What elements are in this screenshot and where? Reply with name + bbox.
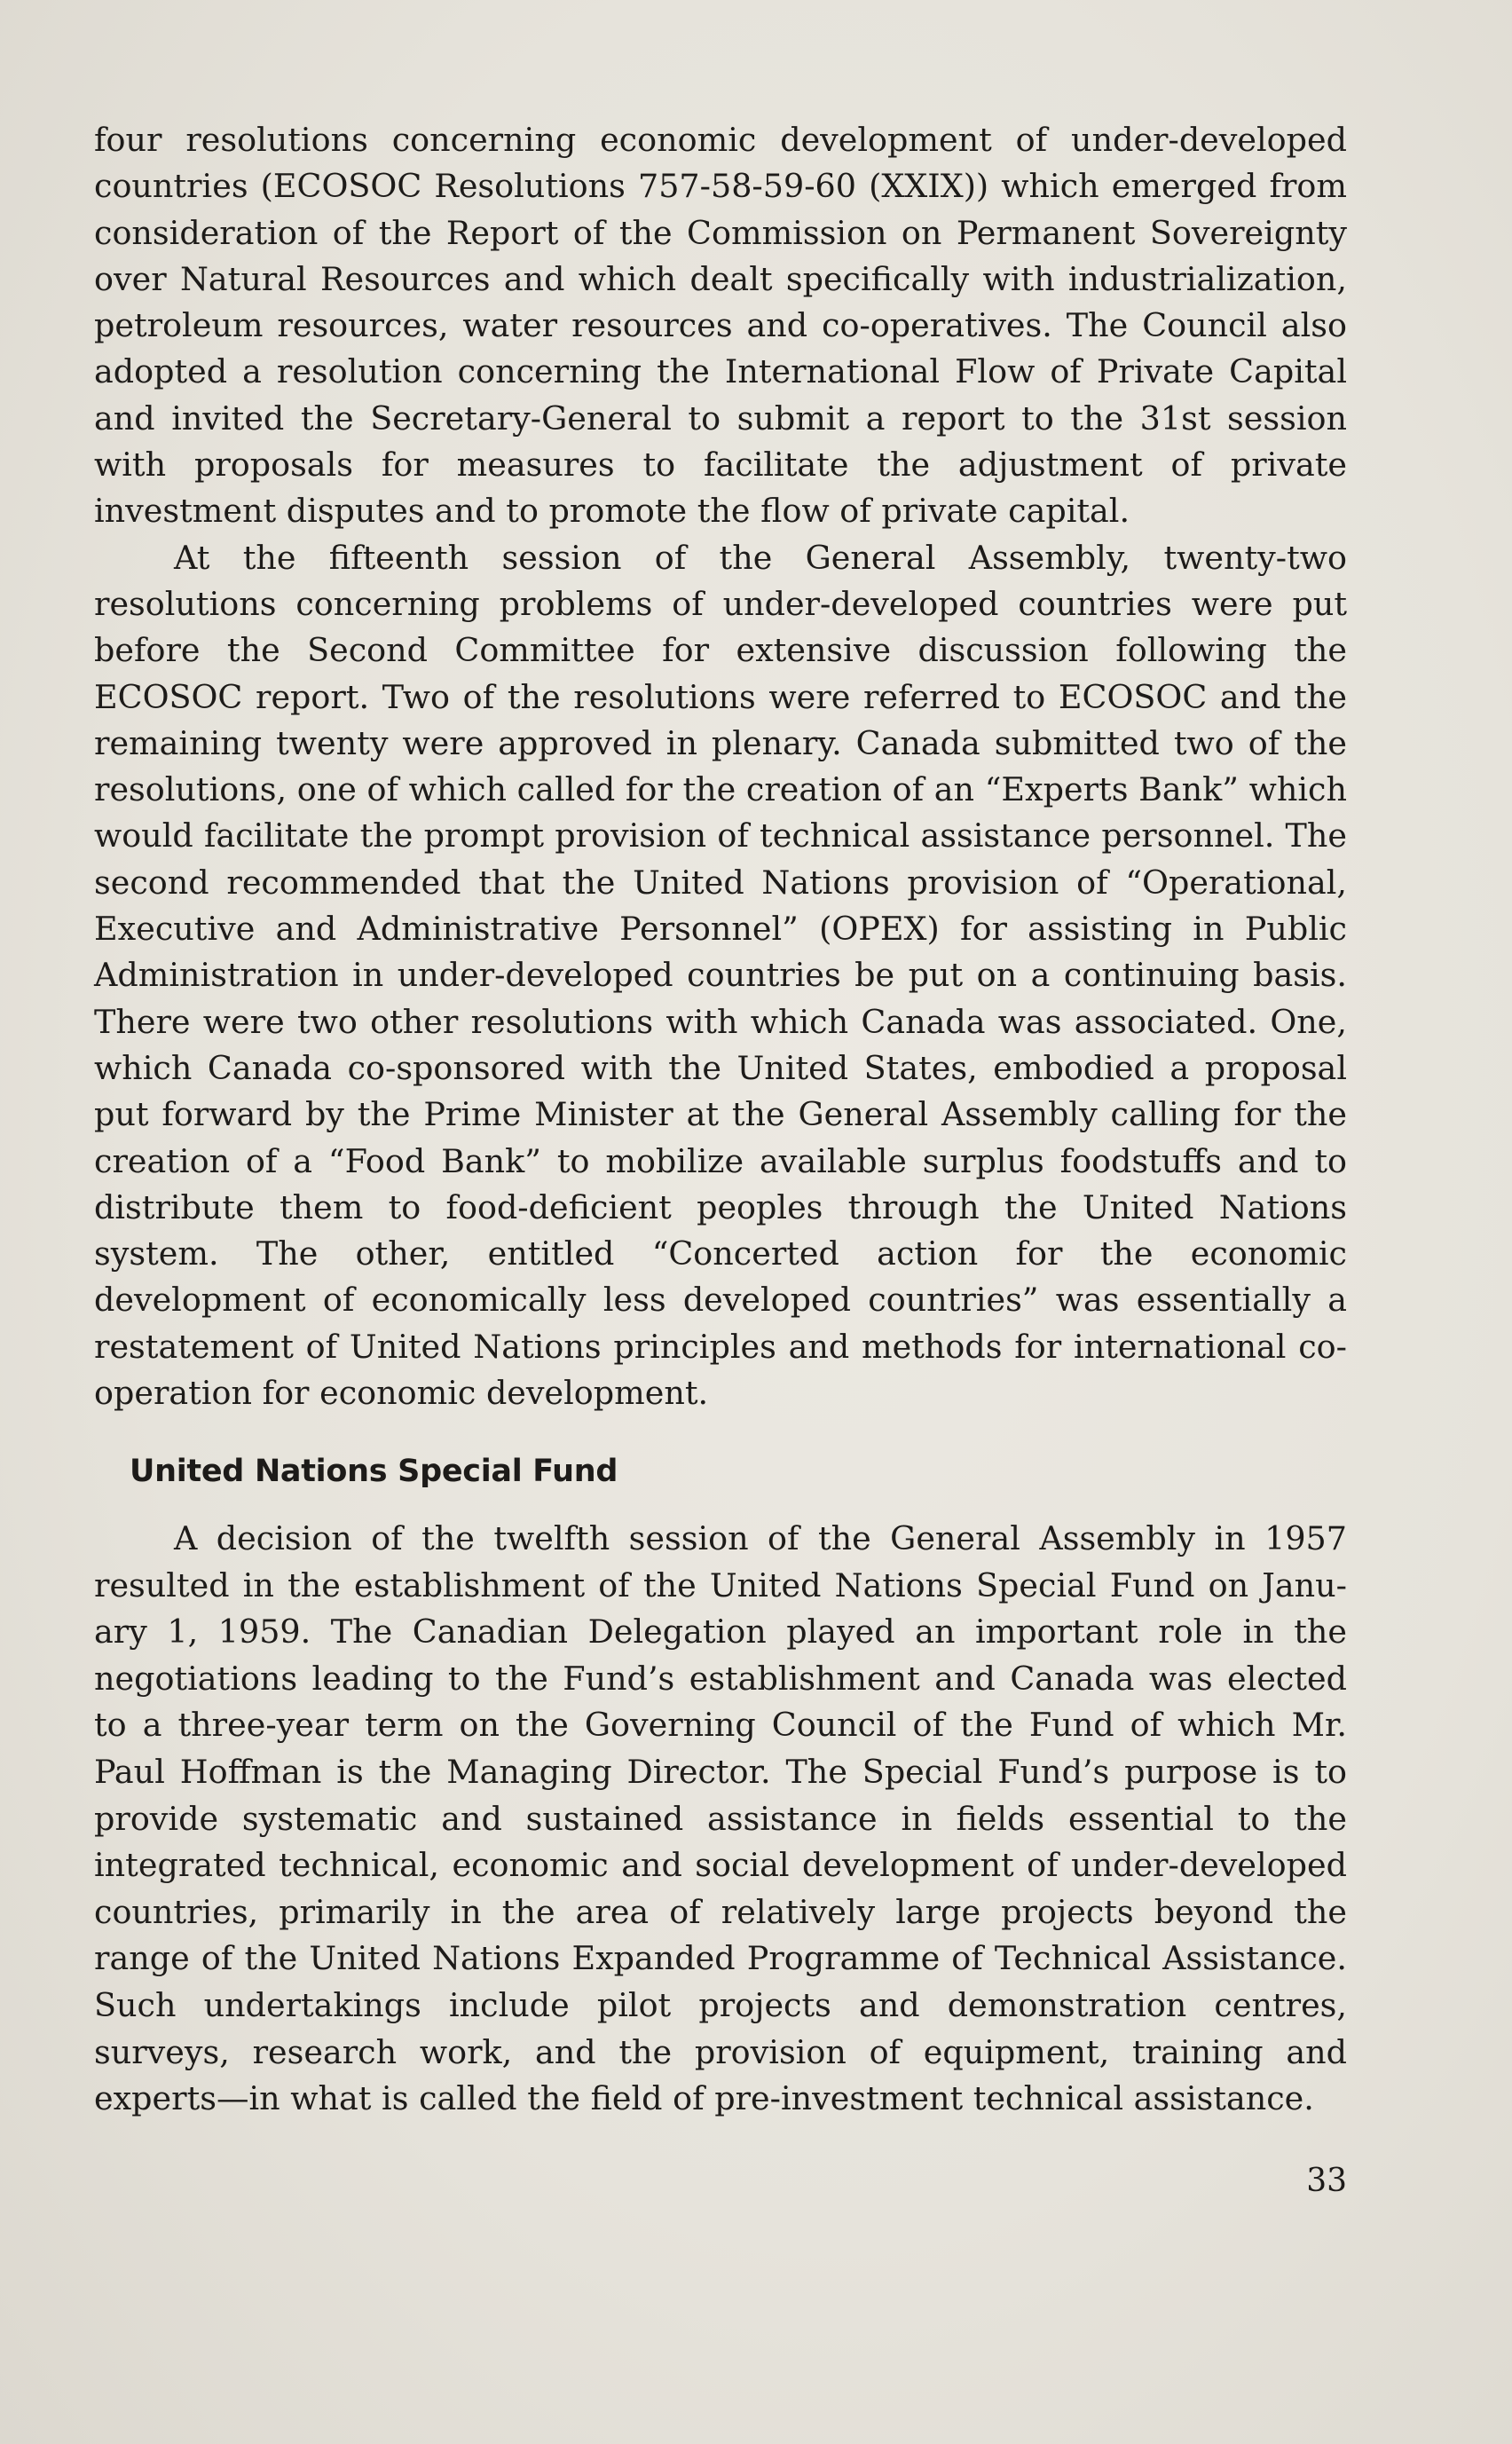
paragraph-fifteenth-session: At the fifteenth session of the General Assembly, twenty-two resolutions concerning problems of under-developed countries were put before the Second Committee for extensive discussion following the ECOSOC report. Two of the resolutions were referred to ECOSOC and the remaining twenty were approved in plenary. Canada submitted two of the resolutions, one of which called for the creation of an “Experts Bank” which would facilitate the prompt provision of technical assistance personnel. The second recommended that the United Nations provision of “Operational, Executive and Administrative Personnel” (OPEX) for assisting in Public Administration in under-developed countries be put on a continuing basis. There were two other resolutions with which Canada was associated. One, which Canada co-sponsored with the United States, embodied a proposal put forward by the Prime Minister at the General Assembly calling for the creation of a “Food Bank” to mobilize available surplus foodstuffs and to distribute them to food-deficient peoples through the United Nations system. The other, entitled “Concerted action for the economic development of economically less developed countries” was essentially a restatement of United Nations principles and methods for international co-operation for economic development. [94, 538, 1347, 1413]
page-number: 33 [1306, 2163, 1347, 2199]
section-heading: United Nations Special Fund [130, 1454, 618, 1489]
paragraph-special-fund: A decision of the twelfth session of the General Assembly in 1957 resulted in the establishment of the United Nations Special Fund on January 1, 1959. The Canadian Delegation played an important role in the negotiations leading to the Fund’s establishment and Canada was elected to a three-year term on the Governing Council of the Fund of which Mr. Paul Hoffman is the Managing Director. The Special Fund’s purpose is to provide systematic and sustained assistance in fields essential to the integrated technical, economic and social development of under-developed countries, primarily in the area of relatively large projects beyond the range of the United Nations Expanded Programme of Technical Assistance. Such undertakings include pilot projects and demonstration centres, surveys, research work, and the provision of equipment, training and experts—in what is called the field of pre-investment technical assistance. [94, 1519, 1347, 2118]
paragraph-resolutions: four resolutions concerning economic development of under-developed countries (ECOSOC Resolutions 757-58-59-60 (XXIX)) which emerged from consideration of the Report of the Commission on Permanent Sovereignty over Natural Resources and which dealt specifically with industrialization, petroleum resources, water resources and co-operatives. The Council also adopted a resolution concerning the International Flow of Private Capital and invited the Secretary-General to submit a report to the 31st session with proposals for measures to facilitate the adjustment of private investment disputes and to promote the flow of private capital. [94, 121, 1347, 531]
body-text [94, 117, 1347, 1416]
section-body-text [94, 1516, 1347, 2123]
